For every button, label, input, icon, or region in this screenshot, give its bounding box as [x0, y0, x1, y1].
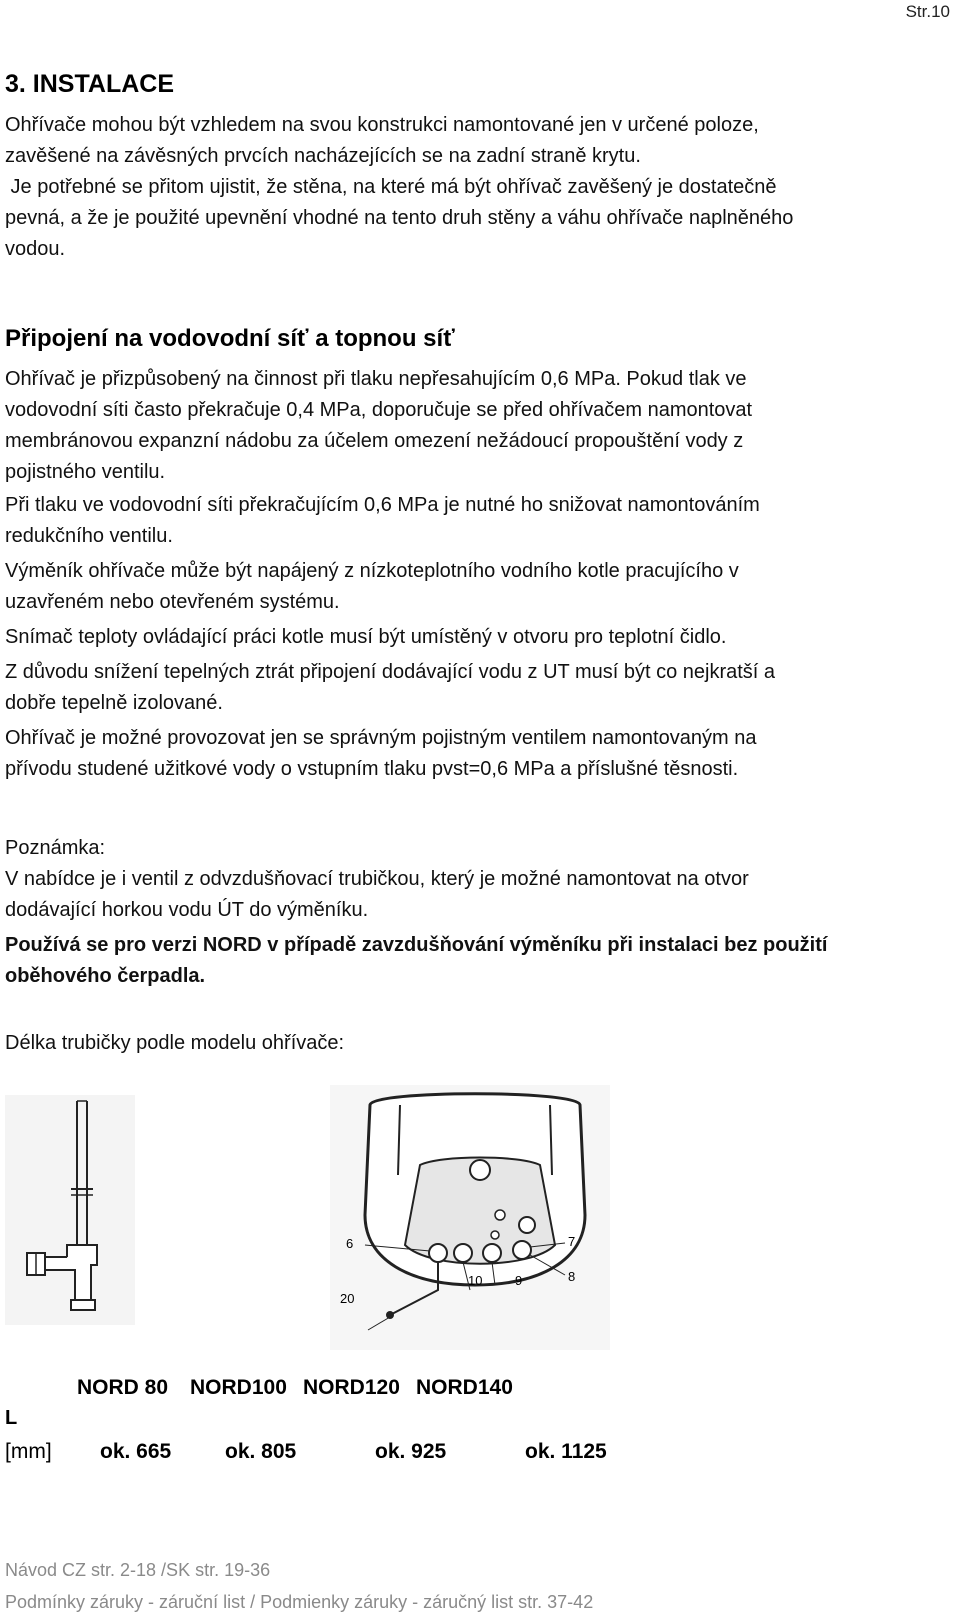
length-value: ok. 665 [100, 1440, 172, 1463]
text-line: Ohřívač je přizpůsobený na činnost při tlaku nepřesahujícím 0,6 MPa. Pokud tlak ve [5, 368, 747, 390]
figure-label: 10 [468, 1273, 483, 1288]
subsection-title: Připojení na vodovodní síť a topnou síť [5, 325, 455, 352]
footer-line: Návod CZ str. 2-18 /SK str. 19-36 [5, 1560, 271, 1580]
text-line: Z důvodu snížení tepelných ztrát připojení dodávající vodu z UT musí být co nejkratší a [5, 661, 776, 683]
length-value: ok. 1125 [525, 1440, 607, 1463]
connection-paragraph [5, 364, 935, 785]
length-value: ok. 805 [225, 1440, 297, 1463]
text-line: Ohřívač je možné provozovat jen se správným pojistným ventilem namontovaným na [5, 727, 757, 749]
text-line: přívodu studené užitkové vody o vstupním tlaku pvst=0,6 MPa a příslušné těsnosti. [5, 758, 739, 780]
section-title: 3. INSTALACE [5, 70, 174, 98]
figure-label: 8 [568, 1269, 576, 1284]
model-header: NORD100 [190, 1376, 287, 1399]
text-line: dodávající horkou vodu ÚT do výměníku. [5, 899, 369, 921]
text-line: pevná, a že je použité upevnění vhodné na tento druh stěny a váhu ohřívače naplněného [5, 207, 794, 229]
note-block [5, 833, 935, 992]
unit-label: [mm] [5, 1440, 52, 1463]
text-line: Snímač teploty ovládající práci kotle musí být umístěný v otvoru pro teplotní čidlo. [5, 626, 727, 648]
text-line: V nabídce je i ventil z odvzdušňovací trubičkou, který je možné namontovat na otvor [5, 868, 749, 890]
text-line: pojistného ventilu. [5, 461, 166, 483]
page-number: Str.10 [905, 2, 950, 21]
figure-label: 9 [515, 1273, 523, 1288]
text-line: membránovou expanzní nádobu za účelem omezení nežádoucí propouštění vody z [5, 430, 744, 452]
length-value: ok. 925 [375, 1440, 447, 1463]
intro-paragraph [5, 110, 935, 265]
text-line: Ohřívače mohou být vzhledem na svou konstrukci namontované jen v určené poloze, [5, 114, 759, 136]
note-label: Poznámka: [5, 837, 106, 859]
text-line: Je potřebné se přitom ujistit, že stěna, na které má být ohřívač zavěšený je dostatečně [5, 176, 777, 198]
text-line: vodou. [5, 238, 66, 260]
vent-tube-illustration [5, 1095, 135, 1325]
text-line: uzavřeném nebo otevřeném systému. [5, 591, 340, 613]
text-line: zavěšené na závěsných prvcích nacházejících se na zadní straně krytu. [5, 145, 641, 167]
footer-line: Podmínky záruky - záruční list / Podmienky záruky - záručný list str. 37-42 [5, 1592, 594, 1612]
figure-label: 20 [340, 1291, 355, 1306]
text-line: Výměník ohřívače může být napájený z nízkoteplotního vodního kotle pracujícího v [5, 560, 739, 582]
heater-connection-diagram [330, 1085, 610, 1350]
note-bold-line: oběhového čerpadla. [5, 965, 206, 987]
note-bold-line: Používá se pro verzi NORD v případě zavzdušňování výměníku při instalaci bez použití [5, 934, 828, 956]
model-header: NORD 80 [77, 1376, 169, 1399]
length-row-label: L [5, 1407, 18, 1429]
text-line: redukčního ventilu. [5, 525, 173, 547]
model-header: NORD140 [416, 1376, 513, 1399]
figure-label: 6 [346, 1236, 354, 1251]
figure-label: 7 [568, 1234, 576, 1249]
tube-length-label: Délka trubičky podle modelu ohřívače: [5, 1032, 345, 1054]
text-line: Při tlaku ve vodovodní síti překračujícím 0,6 MPa je nutné ho snižovat namontováním [5, 494, 760, 516]
text-line: dobře tepelně izolované. [5, 692, 223, 714]
text-line: vodovodní síti často překračuje 0,4 MPa, doporučuje se před ohřívačem namontovat [5, 399, 753, 421]
model-header: NORD120 [303, 1376, 400, 1399]
